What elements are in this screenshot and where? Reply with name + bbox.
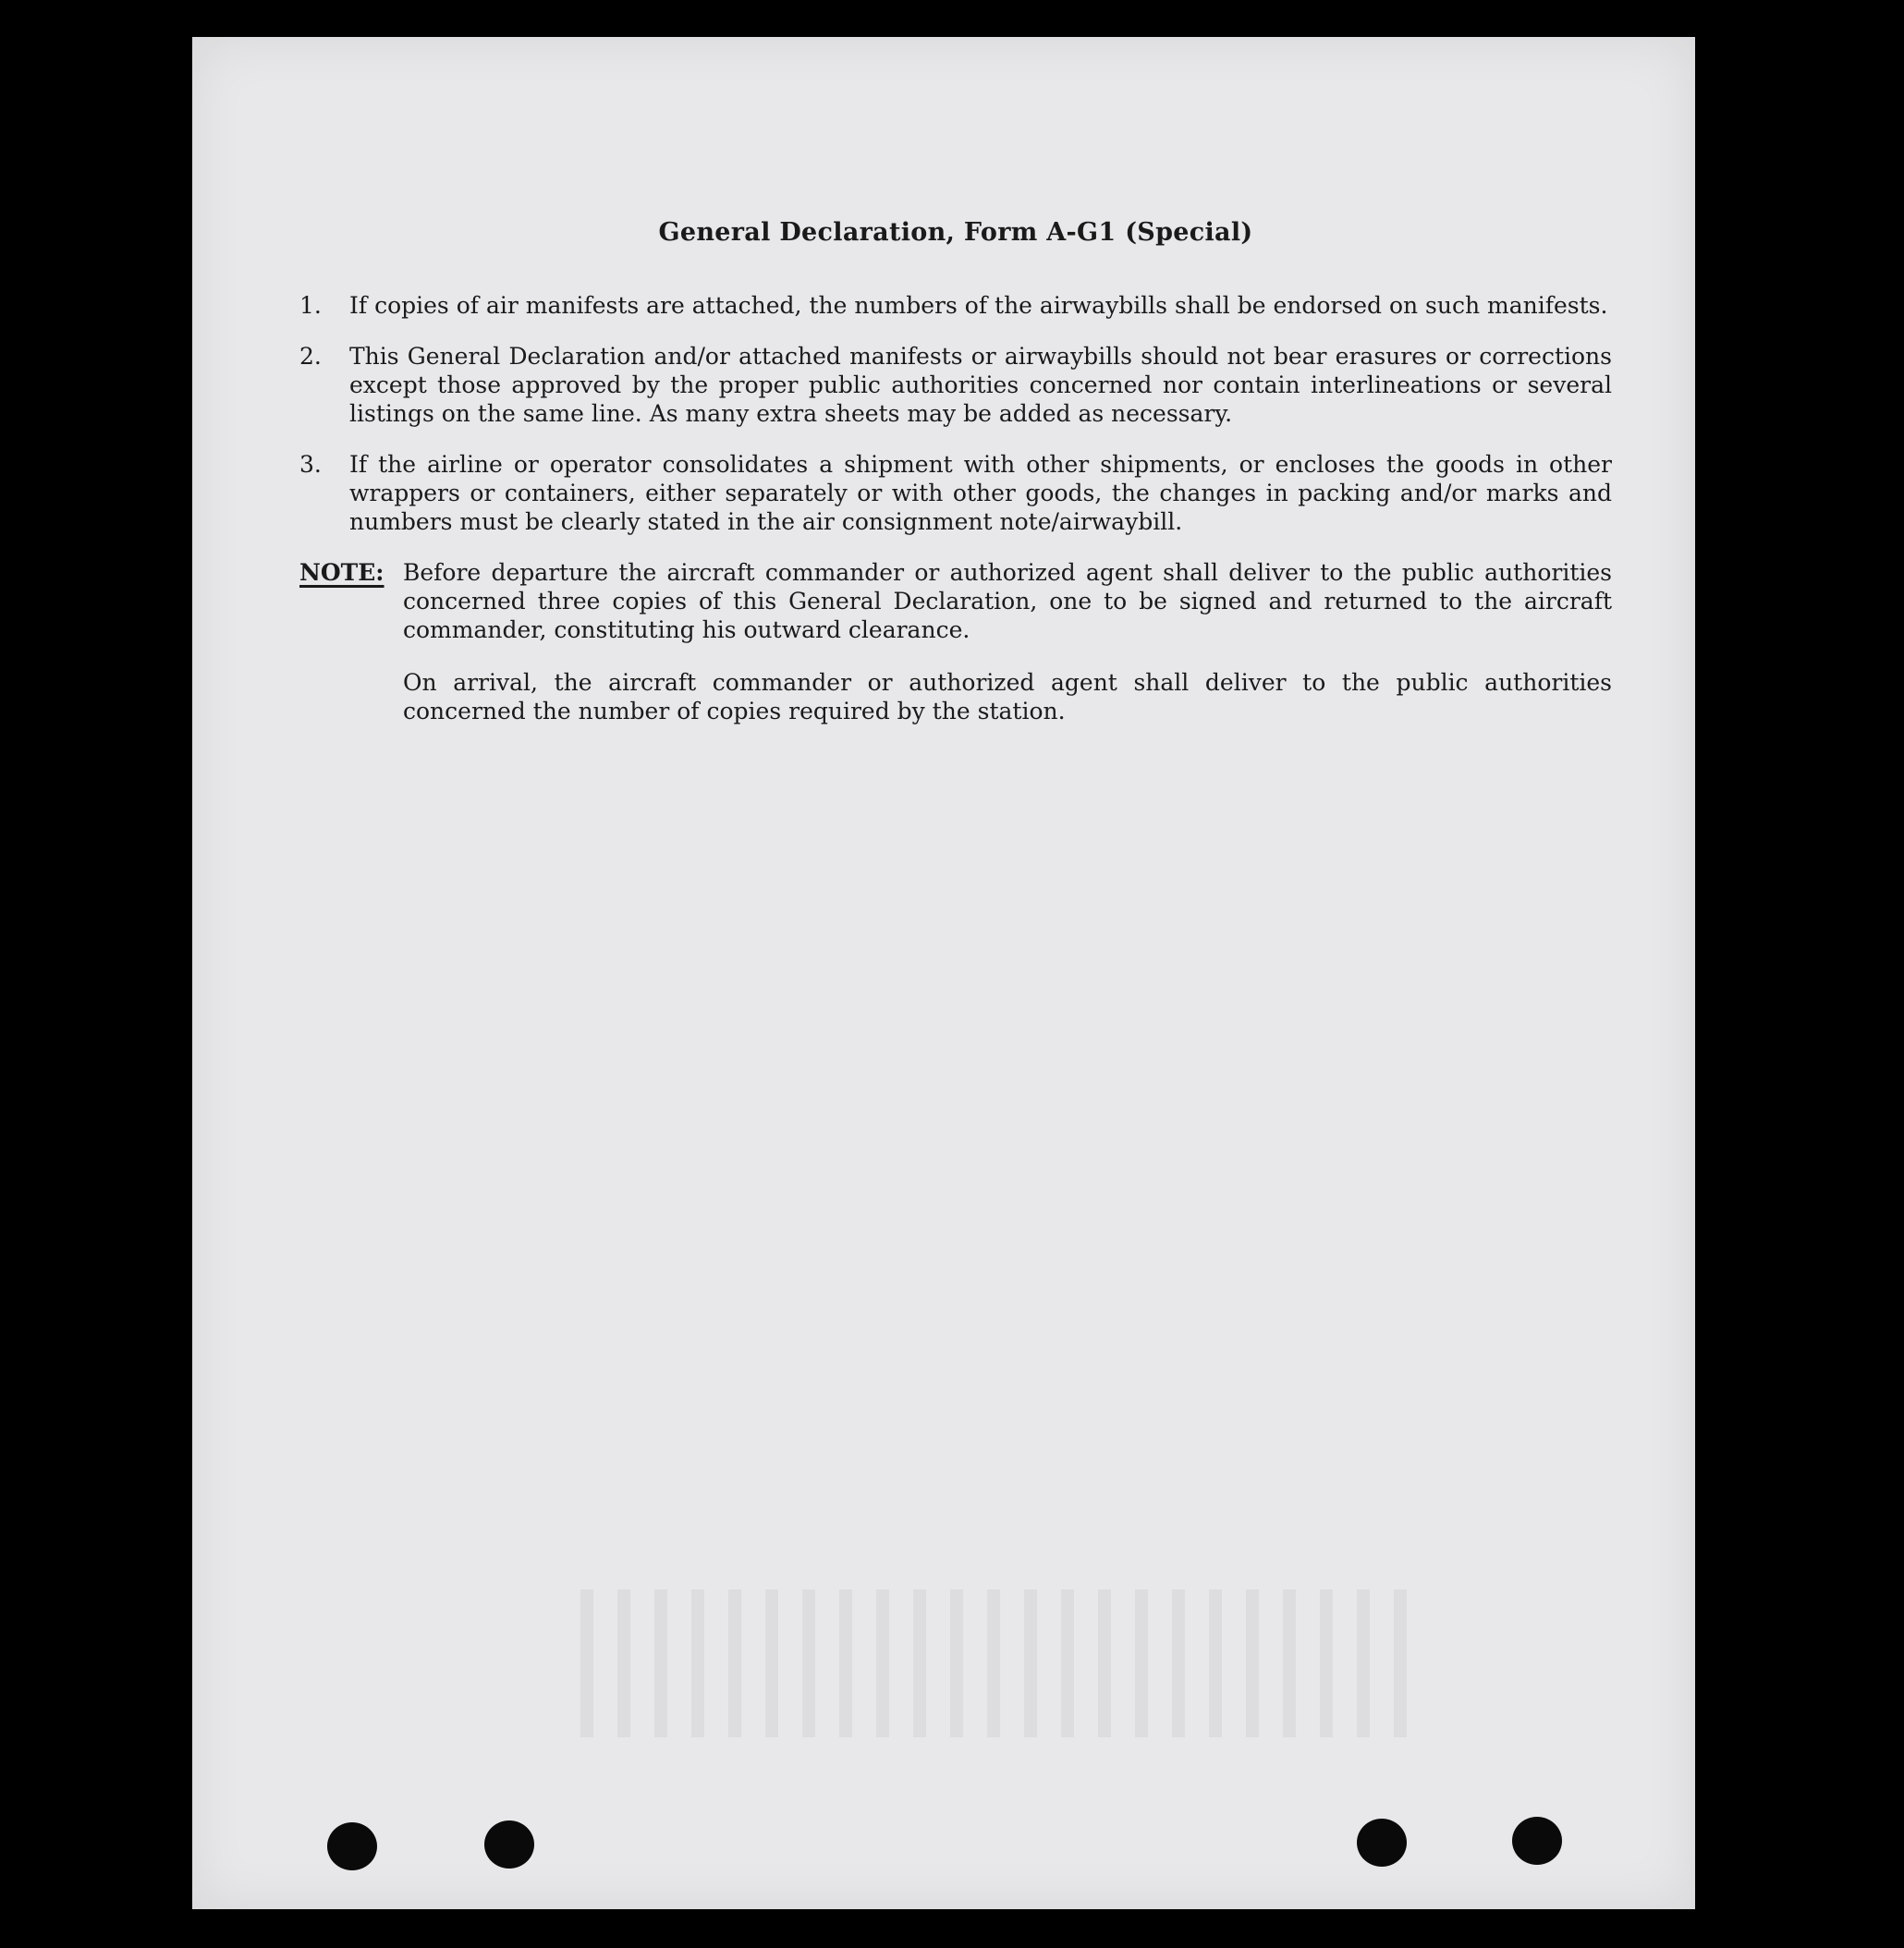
note-label: NOTE: bbox=[299, 559, 384, 586]
instruction-item-3 bbox=[299, 450, 1612, 536]
item-number: 2. bbox=[299, 343, 322, 370]
punch-hole-left-2 bbox=[484, 1820, 534, 1869]
item-text: If copies of air manifests are attached, the numbers of the airwaybills shall be endorsed on such manifests. bbox=[349, 292, 1608, 319]
punch-hole-left-1 bbox=[327, 1822, 377, 1870]
document-page bbox=[192, 37, 1695, 1909]
document-title: General Declaration, Form A-G1 (Special) bbox=[658, 218, 1253, 247]
item-number: 3. bbox=[299, 451, 322, 478]
document-content bbox=[299, 218, 1612, 749]
item-text: If the airline or operator consolidates a shipment with other shipments, or encloses the goods in other wrappers or containers, either separately or with other goods, the changes in packing and/or marks and numbers must be clearly stated in the air consignment note/airwaybill. bbox=[349, 451, 1612, 535]
punch-hole-right-2 bbox=[1512, 1817, 1562, 1865]
note-paragraph: Before departure the aircraft commander or authorized agent shall deliver to the public authorities concerned three copies of this General Declaration, one to be signed and returned to the aircraft commander, constituting his outward clearance. bbox=[403, 559, 1612, 643]
note-body bbox=[403, 558, 1612, 749]
note-section bbox=[299, 558, 1612, 749]
instruction-item-1 bbox=[299, 291, 1612, 320]
show-through-marks bbox=[580, 1589, 1412, 1737]
item-number: 1. bbox=[299, 292, 322, 319]
note-paragraph: On arrival, the aircraft commander or authorized agent shall deliver to the public authorities concerned the number of copies required by the station. bbox=[403, 669, 1612, 724]
punch-hole-right-1 bbox=[1357, 1819, 1407, 1867]
instruction-item-2 bbox=[299, 342, 1612, 428]
item-text: This General Declaration and/or attached manifests or airwaybills should not bear erasures or corrections except those approved by the proper public authorities concerned nor contain interlineations or several listings on the same line. As many extra sheets may be added as necessary. bbox=[349, 343, 1612, 427]
